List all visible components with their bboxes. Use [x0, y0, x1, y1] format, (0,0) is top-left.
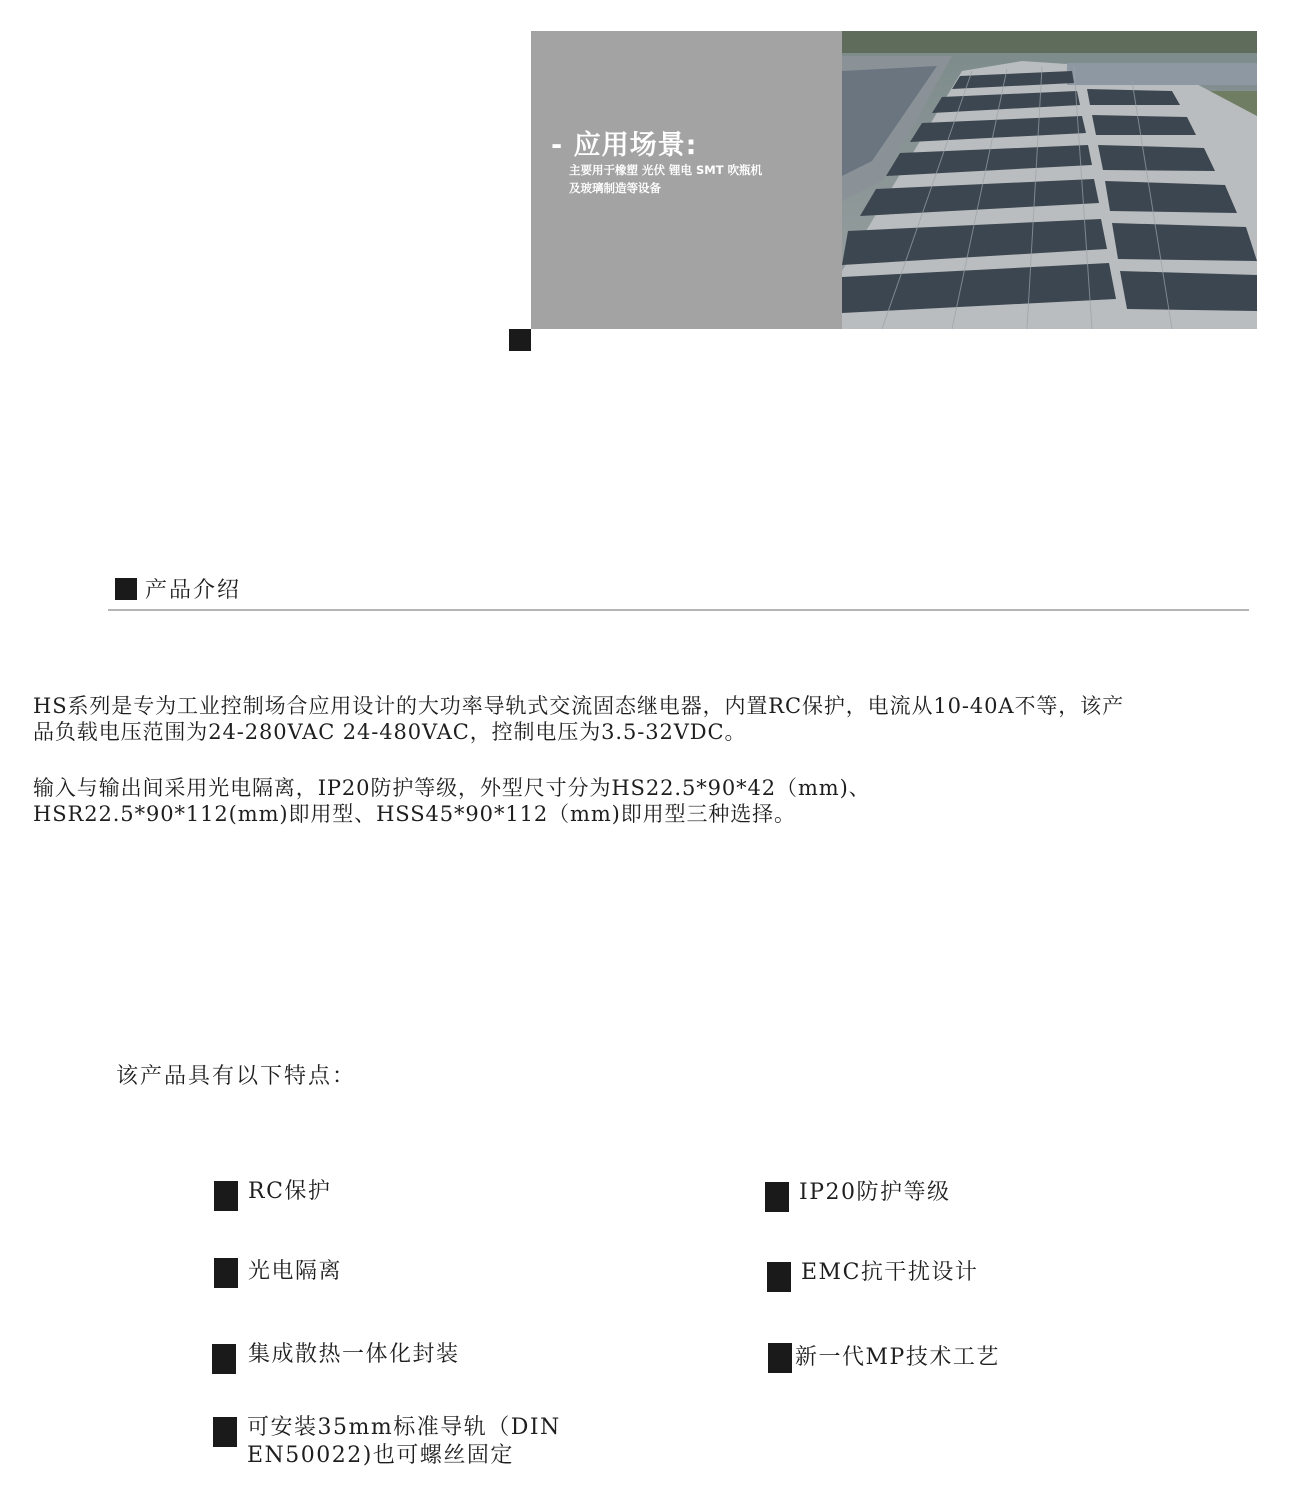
feature-integrated-heatsink: 集成散热一体化封装: [248, 1342, 460, 1367]
section-bullet-square: [115, 578, 137, 600]
feature-bullet-square: [212, 1344, 236, 1374]
feature-din-rail-mount: 可安装35mm标准导轨（DIN EN50022)也可螺丝固定: [247, 1415, 561, 1468]
features-heading: 该产品具有以下特点：: [116, 1064, 357, 1089]
feature-emc-design: EMC抗干扰设计: [801, 1260, 979, 1285]
intro-paragraph-2-line-1: 输入与输出间采用光电隔离，IP20防护等级，外型尺寸分为HS22.5*90*42（mm)、: [33, 776, 871, 800]
feature-bullet-square: [214, 1181, 238, 1211]
banner-text-panel: [531, 31, 842, 329]
feature-bullet-square: [768, 1343, 792, 1373]
intro-paragraph-1-line-2: 品负载电压范围为24-280VAC 24-480VAC，控制电压为3.5-32VDC。: [33, 720, 747, 744]
intro-paragraph-1-line-1: HS系列是专为工业控制场合应用设计的大功率导轨式交流固态继电器，内置RC保护，电流从10-40A不等，该产: [33, 694, 1124, 718]
solar-rooftop-illustration: [842, 31, 1257, 329]
banner-description-line-1: 主要用于橡塑 光伏 锂电 SMT 吹瓶机: [569, 163, 763, 177]
feature-ip20-rating: IP20防护等级: [799, 1180, 951, 1205]
banner-description: [569, 161, 809, 197]
feature-bullet-square: [213, 1417, 237, 1447]
section-divider: [108, 609, 1249, 611]
section-title: 产品介绍: [145, 578, 242, 603]
feature-bullet-square: [765, 1182, 789, 1212]
intro-paragraph-2-line-2: HSR22.5*90*112(mm)即用型、HSS45*90*112（mm)即用型三种选择。: [33, 802, 796, 826]
feature-optical-isolation: 光电隔离: [248, 1259, 343, 1284]
banner-description-line-2: 及玻璃制造等设备: [569, 181, 661, 195]
feature-bullet-square: [767, 1262, 791, 1292]
intro-paragraph-1: [33, 693, 1258, 745]
feature-mp-technology: 新一代MP技术工艺: [795, 1345, 1000, 1370]
feature-rc-protection: RC保护: [248, 1179, 332, 1204]
banner-title: - 应用场景:: [551, 130, 698, 161]
solar-rooftop-photo: [842, 31, 1257, 329]
banner-corner-square: [509, 329, 531, 351]
intro-paragraph-2: [33, 775, 1258, 827]
feature-bullet-square: [214, 1258, 238, 1288]
application-banner: [531, 31, 1257, 329]
